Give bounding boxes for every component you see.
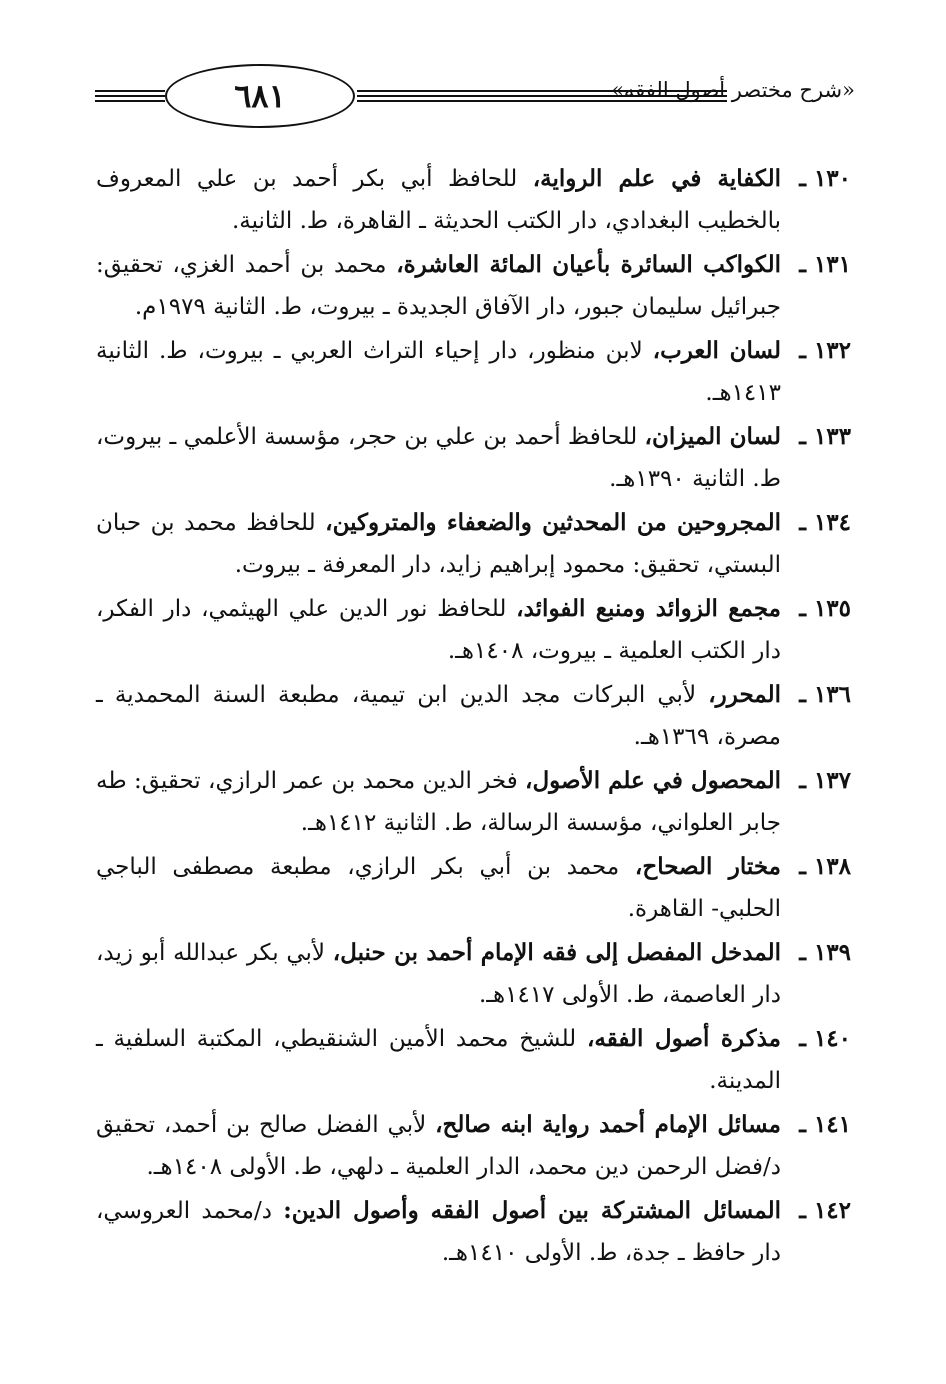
entry-title: مذكرة أصول الفقه، [586, 1025, 781, 1052]
entry-number: ١٣٩ ـ [799, 939, 851, 966]
entry-number: ١٤٠ ـ [799, 1025, 851, 1052]
entry-title: مسائل الإمام أحمد رواية ابنه صالح، [435, 1111, 781, 1138]
bibliography-entry [96, 244, 851, 328]
bibliography-entry [96, 1018, 851, 1102]
entry-text: لأبي بكر عبدالله أبو زيد، دار العاصمة، ط. الأولى ١٤١٧هـ. [96, 940, 781, 1008]
entry-title: المحرر، [708, 681, 781, 708]
entry-title: المجروحين من المحدثين والضعفاء والمتروكين، [325, 509, 781, 536]
entry-title: مختار الصحاح، [634, 853, 781, 880]
page-header [95, 64, 855, 134]
entry-number: ١٤١ ـ [799, 1111, 851, 1138]
bibliography-list [96, 158, 851, 1276]
entry-text: للحافظ أحمد بن علي بن حجر، مؤسسة الأعلمي ـ بيروت، ط. الثانية ١٣٩٠هـ. [96, 424, 781, 492]
bibliography-entry [96, 1104, 851, 1188]
entry-number: ١٣١ ـ [799, 251, 851, 278]
bibliography-entry [96, 760, 851, 844]
bibliography-entry [96, 502, 851, 586]
entry-title: لسان العرب، [652, 337, 781, 364]
entry-number: ١٣٨ ـ [799, 853, 851, 880]
entry-text: محمد بن أبي بكر الرازي، مطبعة مصطفى الباجي الحلبي- القاهرة. [96, 854, 781, 922]
entry-text: لأبي الفضل صالح بن أحمد، تحقيق د/فضل الرحمن دين محمد، الدار العلمية ـ دلهي، ط. الأولى ١٤٠٨هـ. [96, 1112, 781, 1180]
entry-number: ١٣٤ ـ [799, 509, 851, 536]
entry-text: للحافظ أبي بكر أحمد بن علي المعروف بالخطيب البغدادي، دار الكتب الحديثة ـ القاهرة، ط. الثانية. [96, 166, 781, 234]
entry-number: ١٤٢ ـ [799, 1197, 851, 1224]
entry-title: المسائل المشتركة بين أصول الفقه وأصول الدين: [283, 1197, 781, 1224]
entry-number: ١٣٢ ـ [799, 337, 851, 364]
bibliography-entry [96, 1190, 851, 1274]
bibliography-entry [96, 158, 851, 242]
entry-text: محمد بن أحمد الغزي، تحقيق: جبرائيل سليمان جبور، دار الآفاق الجديدة ـ بيروت، ط. الثانية ١٩٧٩م. [96, 252, 781, 320]
entry-text: للحافظ محمد بن حبان البستي، تحقيق: محمود إبراهيم زايد، دار المعرفة ـ بيروت. [96, 510, 781, 578]
entry-number: ١٣٦ ـ [799, 681, 851, 708]
entry-title: المحصول في علم الأصول، [525, 767, 782, 794]
bibliography-entry [96, 330, 851, 414]
entry-title: الكواكب السائرة بأعيان المائة العاشرة، [396, 251, 781, 278]
entry-number: ١٣٧ ـ [799, 767, 851, 794]
entry-number: ١٣٠ ـ [799, 165, 851, 192]
entry-title: المدخل المفصل إلى فقه الإمام أحمد بن حنبل، [332, 939, 782, 966]
bibliography-entry [96, 674, 851, 758]
entry-text: للحافظ نور الدين علي الهيثمي، دار الفكر، دار الكتب العلمية ـ بيروت، ١٤٠٨هـ. [96, 596, 781, 664]
bibliography-entry [96, 932, 851, 1016]
running-title: «شرح مختصر أصول الفقه» [611, 78, 855, 102]
bibliography-entry [96, 846, 851, 930]
header-rule-left [95, 90, 165, 105]
bibliography-entry [96, 588, 851, 672]
entry-title: لسان الميزان، [644, 423, 781, 450]
entry-text: فخر الدين محمد بن عمر الرازي، تحقيق: طه جابر العلواني، مؤسسة الرسالة، ط. الثانية ١٤١٢هـ. [96, 768, 781, 836]
entry-text: د/محمد العروسي، دار حافظ ـ جدة، ط. الأولى ١٤١٠هـ. [96, 1198, 781, 1266]
entry-number: ١٣٣ ـ [799, 423, 851, 450]
entry-text: لأبي البركات مجد الدين ابن تيمية، مطبعة السنة المحمدية ـ مصرة، ١٣٦٩هـ. [96, 682, 781, 750]
entry-title: الكفاية في علم الرواية، [532, 165, 781, 192]
entry-number: ١٣٥ ـ [799, 595, 851, 622]
entry-text: لابن منظور، دار إحياء التراث العربي ـ بيروت، ط. الثانية ١٤١٣هـ. [96, 338, 781, 406]
bibliography-entry [96, 416, 851, 500]
entry-title: مجمع الزوائد ومنبع الفوائد، [516, 595, 781, 622]
entry-text: للشيخ محمد الأمين الشنقيطي، المكتبة السلفية ـ المدينة. [96, 1026, 781, 1094]
page-number: ٦٨١ [165, 64, 355, 128]
